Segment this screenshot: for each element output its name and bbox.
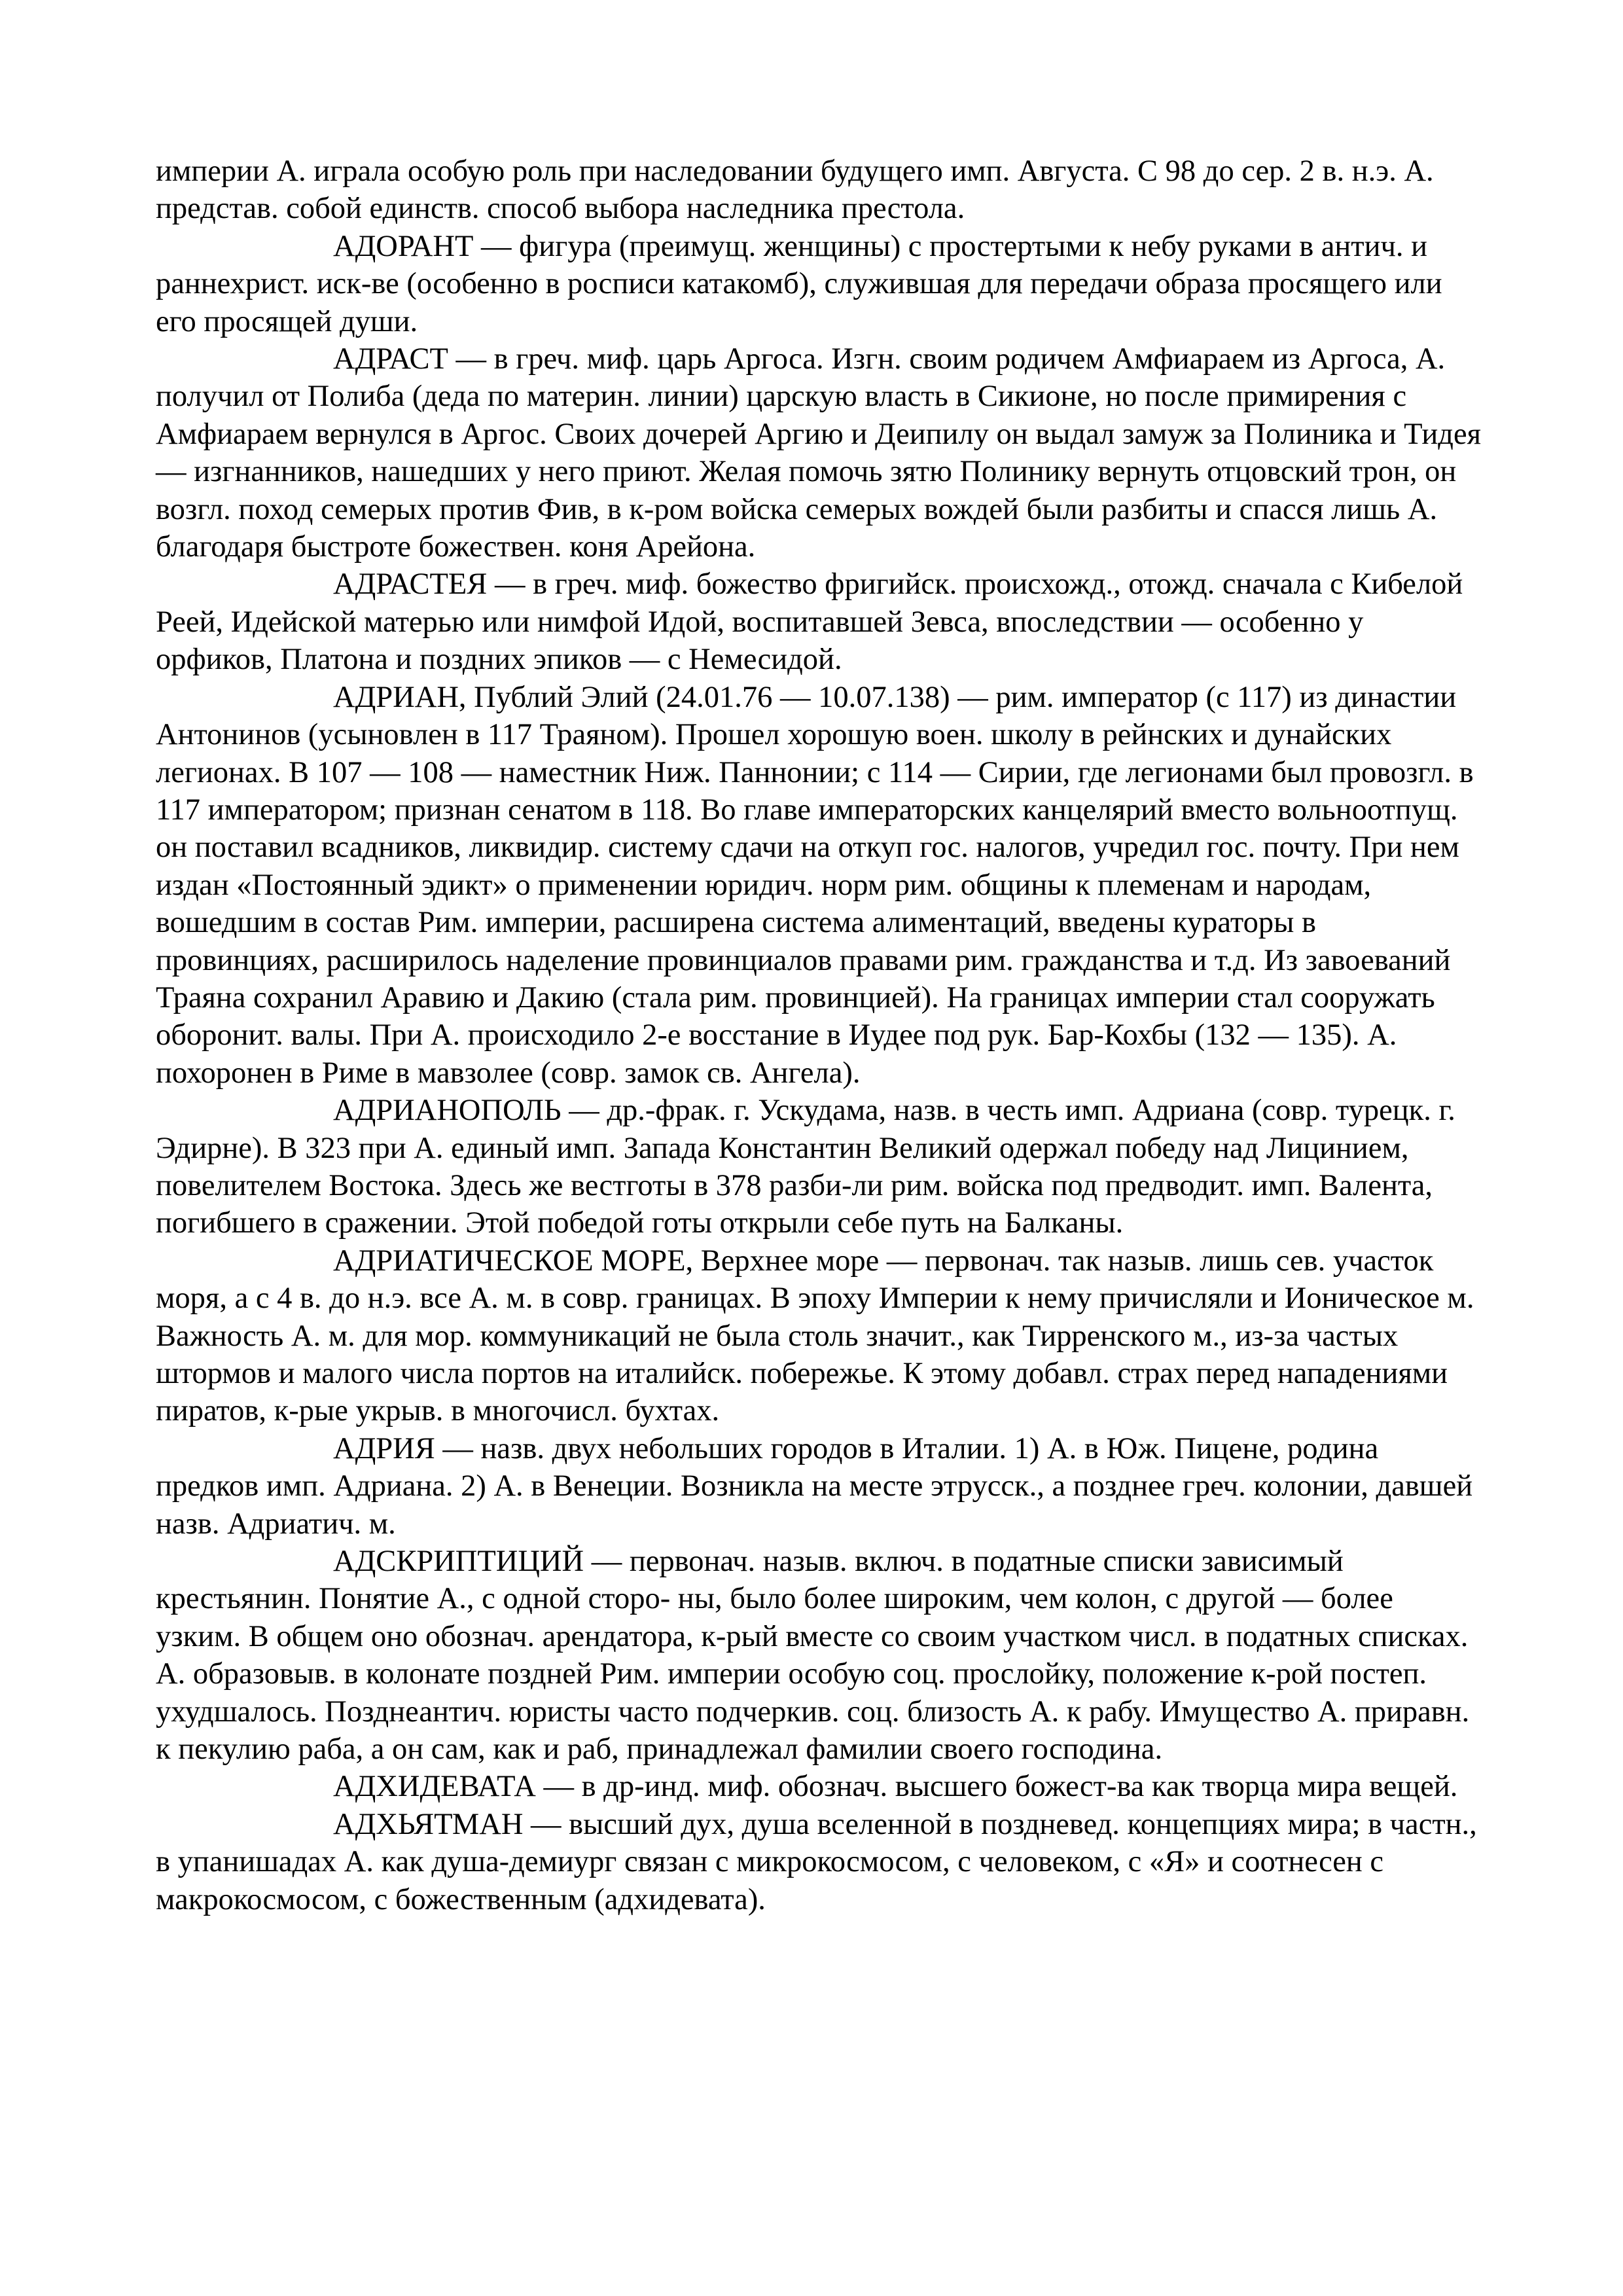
entry-adhidevata: АДХИДЕВАТА — в др-инд. миф. обознач. высшего божест-ва как творца мира вещей. — [333, 1770, 1458, 1804]
entry-adrian: АДРИАН, Публий Элий (24.01.76 — 10.07.138) — рим. император (с 117) из династии Антонинов (усыновлен в 117 Траяном). Прошел хорошую воен. школу в рейнских и дунайских легионах. В 107 — 108 — наместник Ниж. Паннонии; с 114 — Сирии, где легионами был провозгл. в 117 императором; признан сенатом в 118. Во главе императорских канцелярий вместо вольноотпущ. он поставил всадников, ликвидир. систему сдачи на откуп гос. налогов, учредил гос. почту. При нем издан «Постоянный эдикт» о применении юридич. норм рим. общины к племенам и народам, вошедшим в состав Рим. империи, расширена система алиментаций, введены кураторы в провинциях, расширилось наделение провинциалов правами рим. гражданства и т.д. Из завоеваний Траяна сохранил Аравию и Дакию (стала рим. провинцией). На границах империи стал сооружать оборонит. валы. При А. происходило 2-е восстание в Иудее под рук. Бар-Кохбы (132 — 135). А. похоронен в Риме в мавзолее (совр. замок св. Ангела). — [156, 680, 1474, 1090]
entry-adrast: АДРАСТ — в греч. миф. царь Аргоса. Изгн. своим родичем Амфиараем из Аргоса, А. получил от Полиба (деда по материн. линии) царскую власть в Сикионе, но после примирения с Амфиараем вернулся в Аргос. Своих дочерей Аргию и Деипилу он выдал замуж за Полиника и Тидея — изгнанников, нашедших у него приют. Желая помочь зятю Полинику вернуть отцовский трон, он возгл. поход семерых против Фив, в к-ром войска семерых вождей были разбиты и спасся лишь А. благодаря быстроте божествен. коня Арейона. — [156, 342, 1481, 564]
document-page — [156, 152, 1484, 1918]
entry-adskriptitsiy: АДСКРИПТИЦИЙ — первонач. назыв. включ. в податные списки зависимый крестьянин. Понятие А., с одной сторо- ны, было более широким, чем колон, с другой — более узким. В общем оно обознач. арендатора, к-рый вместе со своим участком числ. в податных списках. А. образовыв. в колонате поздней Рим. империи особую соц. прослойку, положение к-рой постеп. ухудшалось. Позднеантич. юристы часто подчеркив. соц. близость А. к рабу. Имущество А. приравн. к пекулию раба, а он сам, как и раб, принадлежал фамилии своего господина. — [156, 1545, 1470, 1767]
entry-adrasteya: АДРАСТЕЯ — в греч. миф. божество фригийск. происхожд., отожд. сначала с Кибелой Реей, Идейской матерью или нимфой Идой, воспитавшей Зевса, впоследствии — особенно у орфиков, Платона и поздних эпиков — с Немесидой. — [156, 567, 1463, 677]
entry-adriaticheskoe-more: АДРИАТИЧЕСКОЕ МОРЕ, Верхнее море — первонач. так назыв. лишь сев. участок моря, а с 4 в. до н.э. все А. м. в совр. границах. В эпоху Империи к нему причисляли и Ионическое м. Важность А. м. для мор. коммуникаций не была столь значит., как Тирренского м., из-за частых штормов и малого числа портов на италийск. побережье. К этому добавл. страх перед нападениями пиратов, к-рые укрыв. в многочисл. бухтах. — [156, 1244, 1474, 1428]
entry-adhyatman: АДХЬЯТМАН — высший дух, душа вселенной в поздневед. концепциях мира; в частн., в упанишадах А. как душа-демиург связан с микрокосмосом, с человеком, с «Я» и соотнесен с макрокосмосом, с божественным (адхидевата). — [156, 1807, 1477, 1916]
continuation-paragraph: империи А. играла особую роль при наследовании будущего имп. Августа. С 98 до сер. 2 в. н.э. А. представ. собой единств. способ выбора наследника престола. — [156, 154, 1434, 226]
entry-adriya: АДРИЯ — назв. двух небольших городов в Италии. 1) А. в Юж. Пицене, родина предков имп. Адриана. 2) А. в Венеции. Возникла на месте этрусск., а позднее греч. колонии, давшей назв. Адриатич. м. — [156, 1431, 1473, 1541]
entry-adorant: АДОРАНТ — фигура (преимущ. женщины) с простертыми к небу руками в антич. и раннехрист. иск-ве (особенно в росписи катакомб), служившая для передачи образа просящего или его просящей души. — [156, 229, 1442, 338]
entry-adrianopol: АДРИАНОПОЛЬ — др.-фрак. г. Ускудама, назв. в честь имп. Адриана (совр. турецк. г. Эдирне). В 323 при А. единый имп. Запада Константин Великий одержал победу над Лицинием, повелителем Востока. Здесь же вестготы в 378 разби-ли рим. войска под предводит. имп. Валента, погибшего в сражении. Этой победой готы открыли себе путь на Балканы. — [156, 1094, 1455, 1240]
